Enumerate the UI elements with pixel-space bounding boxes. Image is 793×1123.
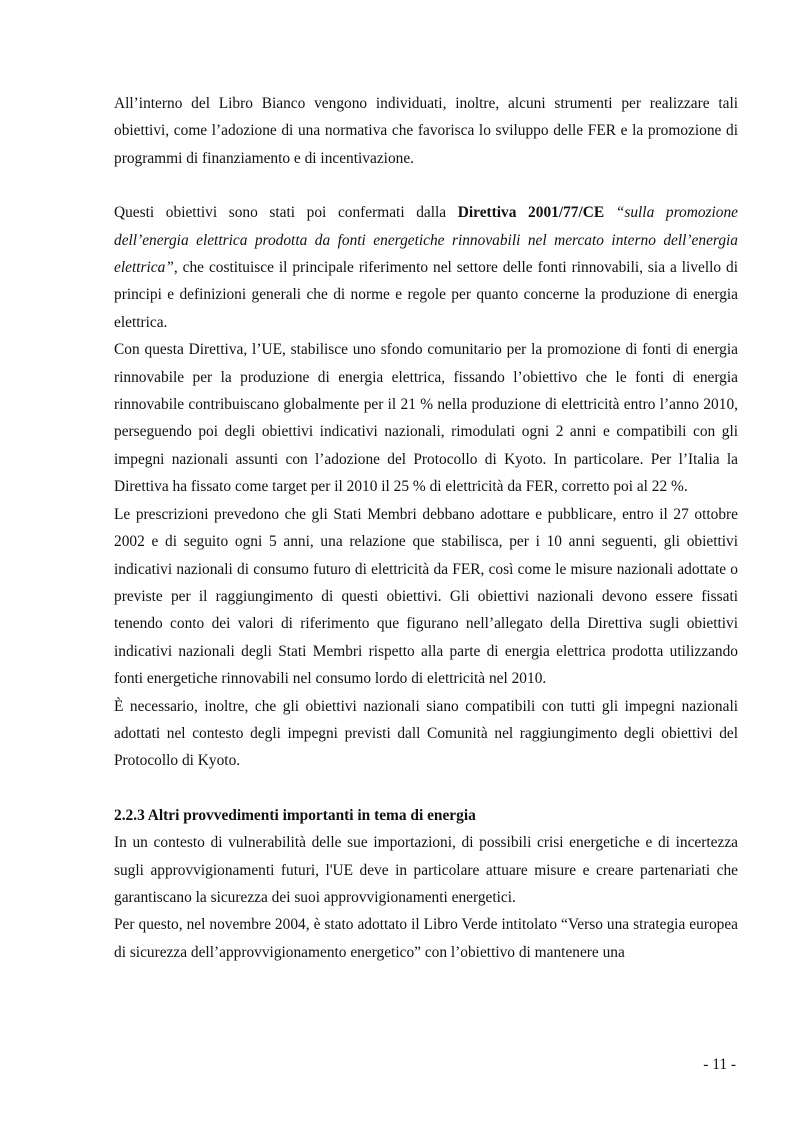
paragraph-direttiva — [114, 199, 738, 336]
direttiva-title-quote: “sulla promozione dell’energia elettrica prodotta da fonti energetiche rinnovabili nel mercato interno dell’energia elettrica” — [114, 204, 738, 277]
paragraph-obiettivi-ue: Con questa Direttiva, l’UE, stabilisce uno sfondo comunitario per la promozione di fonti di energia rinnovabile per la produzione di energia elettrica, fissando l’obiettivo che le fonti di energia rinnovabile contribuiscano globalmente per il 21 % nella produzione di elettricità entro l’anno 2010, perseguendo poi degli obiettivi indicativi nazionali, rimodulati ogni 2 anni e compatibili con gli impegni nazionali assunti con l’adozione del Protocollo di Kyoto. In particolare. Per l’Italia la Direttiva ha fissato come target per il 2010 il 25 % di elettricità da FER, corretto poi al 22 %. — [114, 341, 738, 496]
direttiva-lead-text: Questi obiettivi sono stati poi confermati dalla — [114, 204, 458, 222]
section-heading: 2.2.3 Altri provvedimenti importanti in tema di energia — [114, 806, 476, 824]
paragraph-compatibilita: È necessario, inoltre, che gli obiettivi nazionali siano compatibili con tutti gli impegni nazionali adottati nel contesto degli impegni previsti dall Comunità nel raggiungimento degli obiettivi del Protocollo di Kyoto. — [114, 697, 738, 770]
paragraph-libro-bianco: All’interno del Libro Bianco vengono individuati, inoltre, alcuni strumenti per realizzare tali obiettivi, come l’adozione di una normativa che favorisca lo sviluppo delle FER e la promozione di programmi di finanziamento e di incentivazione. — [114, 95, 738, 167]
paragraph-vulnerabilita: In un contesto di vulnerabilità delle sue importazioni, di possibili crisi energetiche e di incertezza sugli approvvigionamenti futuri, l'UE deve in particolare attuare misure e creare partenariati che garantiscano la sicurezza dei suoi approvvigionamenti energetici. — [114, 834, 738, 906]
direttiva-reference: Direttiva 2001/77/CE — [457, 204, 605, 222]
paragraph-prescrizioni: Le prescrizioni prevedono che gli Stati Membri debbano adottare e pubblicare, entro il 27 ottobre 2002 e di seguito ogni 5 anni, una relazione que stabilisca, per i 10 anni seguenti, gli obiettivi indicativi nazionali di consumo futuro di elettricità da FER, così come le misure nazionali adottate o previste per il raggiungimento di questi obiettivi. Gli obiettivi nazionali devono essere fissati tenendo conto dei valori di riferimento que figurano nell’allegato della Direttiva sugli obiettivi indicativi nazionali degli Stati Membri rispetto alla parte di energia elettrica prodotta utilizzando fonti energetiche rinnovabili nel consumo lordo di elettricità nel 2010. — [114, 505, 738, 688]
document-page — [114, 90, 738, 966]
page-number: - 11 - — [703, 1056, 736, 1073]
direttiva-rest-text: , che costituisce il principale riferimento nel settore delle fonti rinnovabili, sia a livello di principi e definizioni generali che di norme e regole per quanto concerne la produzione di energia elettrica. — [114, 259, 738, 331]
paragraph-libro-verde: Per questo, nel novembre 2004, è stato adottato il Libro Verde intitolato “Verso una strategia europea di sicurezza dell’approvvigionamento energetico” con l’obiettivo di mantenere una — [114, 916, 738, 961]
